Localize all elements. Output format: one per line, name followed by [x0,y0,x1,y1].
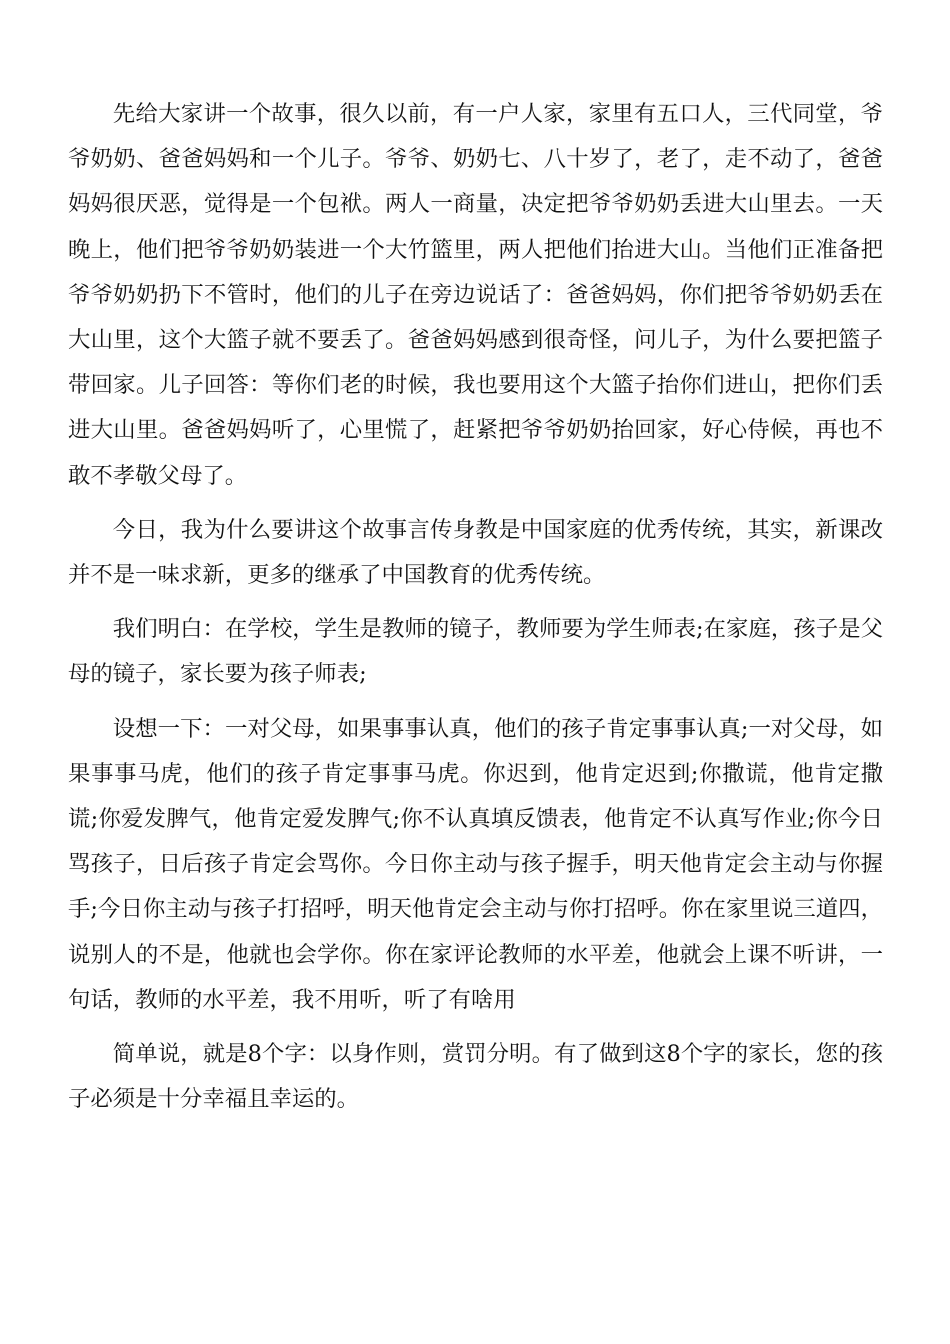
document-body [68,92,883,1131]
paragraph-imagine: 设想一下：一对父母，如果事事认真，他们的孩子肯定事事认真;一对父母，如果事事马虎，他们的孩子肯定事事马虎。你迟到，他肯定迟到;你撒谎，他肯定撒谎;你爱发脾气，他肯定爱发脾气;你不认真填反馈表，他肯定不认真写作业;你今日骂孩子，日后孩子肯定会骂你。今日你主动与孩子握手，明天他肯定会主动与你握手;今日你主动与孩子打招呼，明天他肯定会主动与你打招呼。你在家里说三道四，说别人的不是，他就也会学你。你在家评论教师的水平差，他就会上课不听讲，一句话，教师的水平差，我不用听，听了有啥用 [68,715,883,1013]
paragraph-story: 先给大家讲一个故事，很久以前，有一户人家，家里有五口人，三代同堂，爷爷奶奶、爸爸妈妈和一个儿子。爷爷、奶奶七、八十岁了，老了，走不动了，爸爸妈妈很厌恶，觉得是一个包袱。两人一商量，决定把爷爷奶奶丢进大山里去。一天晚上，他们把爷爷奶奶装进一个大竹篮里，两人把他们抬进大山。当他们正准备把爷爷奶奶扔下不管时，他们的儿子在旁边说话了：爸爸妈妈，你们把爷爷奶奶丢在大山里，这个大篮子就不要丢了。爸爸妈妈感到很奇怪，问儿子，为什么要把篮子带回家。儿子回答：等你们老的时候，我也要用这个大篮子抬你们进山，把你们丢进大山里。爸爸妈妈听了，心里慌了，赶紧把爷爷奶奶抬回家，好心侍候，再也不敢不孝敬父母了。 [68,101,883,489]
paragraph-summary: 简单说，就是8个字：以身作则，赏罚分明。有了做到这8个字的家长，您的孩子必须是十分幸福且幸运的。 [68,1041,883,1113]
paragraph-mirror: 我们明白：在学校，学生是教师的镜子，教师要为学生师表;在家庭，孩子是父母的镜子，家长要为孩子师表; [68,616,883,688]
paragraph-why-story: 今日，我为什么要讲这个故事言传身教是中国家庭的优秀传统，其实，新课改并不是一味求新，更多的继承了中国教育的优秀传统。 [68,516,883,589]
